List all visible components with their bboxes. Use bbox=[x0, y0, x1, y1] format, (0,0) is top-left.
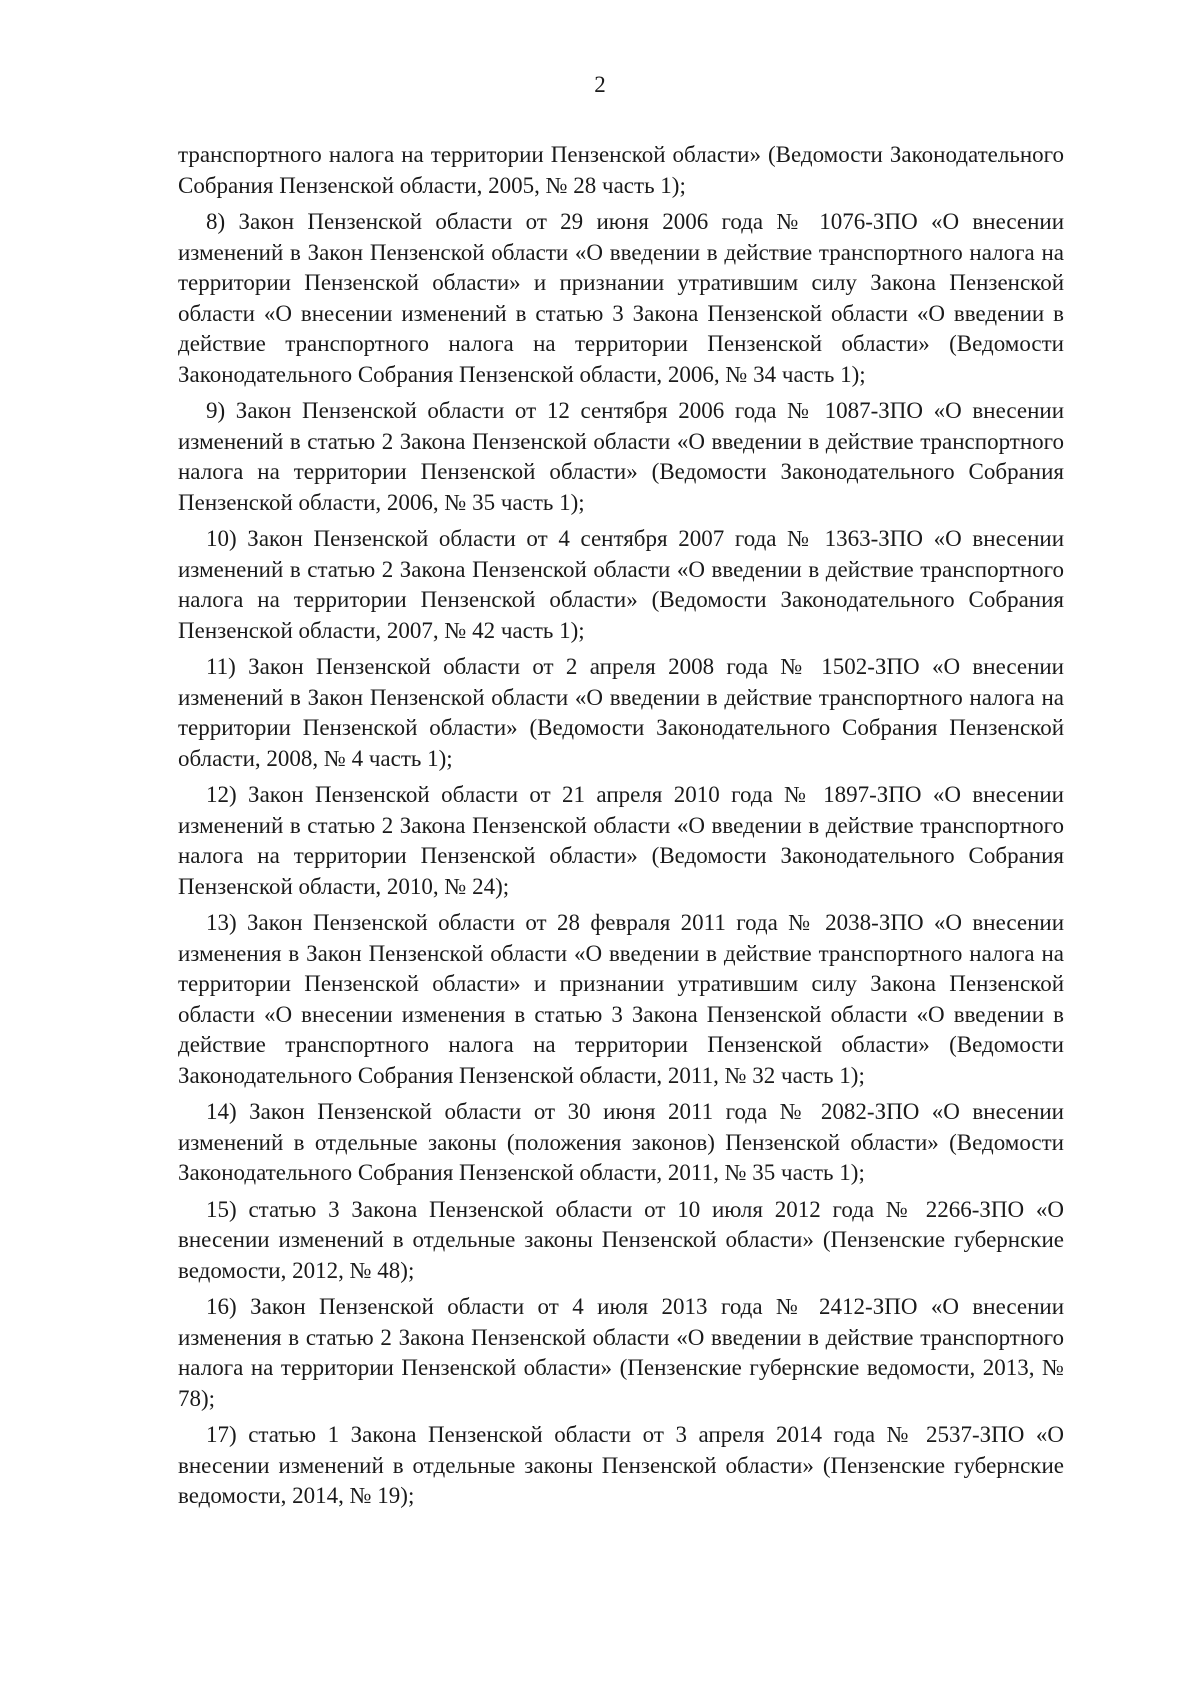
list-item-13: 13) Закон Пензенской области от 28 февраля 2011 года № 2038-ЗПО «О внесении изменения в Закон Пензенской области «О введении в действие транспортного налога на территории Пензенской области» и признании утратившим силу Закона Пензенской области «О внесении изменения в статью 3 Закона Пензенской области «О введении в действие транспортного налога на территории Пензенской области» (Ведомости Законодательного Собрания Пензенской области, 2011, № 32 часть 1); bbox=[178, 910, 1064, 1088]
list-item-11: 11) Закон Пензенской области от 2 апреля 2008 года № 1502-ЗПО «О внесении изменений в Закон Пензенской области «О введении в действие транспортного налога на территории Пензенской области» (Ведомости Законодательного Собрания Пензенской области, 2008, № 4 часть 1); bbox=[178, 654, 1064, 771]
list-item-10: 10) Закон Пензенской области от 4 сентября 2007 года № 1363-ЗПО «О внесении изменений в статью 2 Закона Пензенской области «О введении в действие транспортного налога на территории Пензенской области» (Ведомости Законодательного Собрания Пензенской области, 2007, № 42 часть 1); bbox=[178, 526, 1064, 643]
list-item-8: 8) Закон Пензенской области от 29 июня 2006 года № 1076-ЗПО «О внесении изменений в Закон Пензенской области «О введении в действие транспортного налога на территории Пензенской области» и признании утратившим силу Закона Пензенской области «О внесении изменений в статью 3 Закона Пензенской области «О введении в действие транспортного налога на территории Пензенской области» (Ведомости Законодательного Собрания Пензенской области, 2006, № 34 часть 1); bbox=[178, 209, 1064, 387]
list-item-17: 17) статью 1 Закона Пензенской области от 3 апреля 2014 года № 2537-ЗПО «О внесении изменений в отдельные законы Пензенской области» (Пензенские губернские ведомости, 2014, № 19); bbox=[178, 1422, 1064, 1508]
list-item-16: 16) Закон Пензенской области от 4 июля 2013 года № 2412-ЗПО «О внесении изменения в статью 2 Закона Пензенской области «О введении в действие транспортного налога на территории Пензенской области» (Пензенские губернские ведомости, 2013, № 78); bbox=[178, 1294, 1064, 1411]
list-item-12: 12) Закон Пензенской области от 21 апреля 2010 года № 1897-ЗПО «О внесении изменений в статью 2 Закона Пензенской области «О введении в действие транспортного налога на территории Пензенской области» (Ведомости Законодательного Собрания Пензенской области, 2010, № 24); bbox=[178, 782, 1064, 899]
paragraph-continuation: транспортного налога на территории Пензенской области» (Ведомости Законодательного Собрания Пензенской области, 2005, № 28 часть 1); bbox=[178, 142, 1064, 198]
list-item-9: 9) Закон Пензенской области от 12 сентября 2006 года № 1087-ЗПО «О внесении изменений в статью 2 Закона Пензенской области «О введении в действие транспортного налога на территории Пензенской области» (Ведомости Законодательного Собрания Пензенской области, 2006, № 35 часть 1); bbox=[178, 398, 1064, 515]
page-number: 2 bbox=[594, 72, 606, 97]
list-item-15: 15) статью 3 Закона Пензенской области от 10 июля 2012 года № 2266-ЗПО «О внесении изменений в отдельные законы Пензенской области» (Пензенские губернские ведомости, 2012, № 48); bbox=[178, 1196, 1064, 1283]
list-item-14: 14) Закон Пензенской области от 30 июня 2011 года № 2082-ЗПО «О внесении изменений в отдельные законы (положения законов) Пензенской области» (Ведомости Законодательного Собрания Пензенской области, 2011, № 35 часть 1); bbox=[178, 1099, 1064, 1185]
document-body bbox=[178, 140, 1064, 1518]
